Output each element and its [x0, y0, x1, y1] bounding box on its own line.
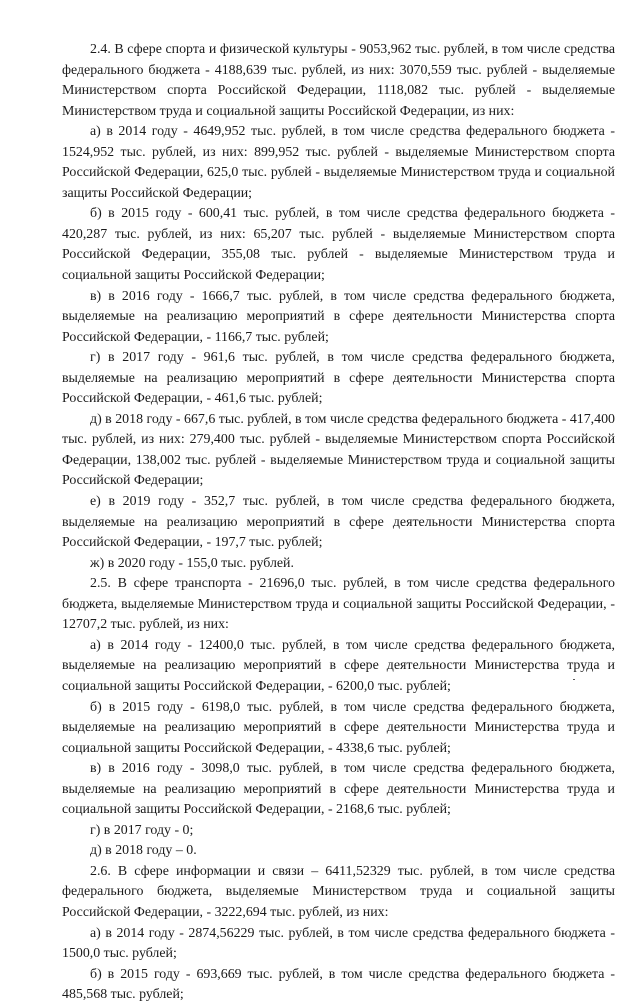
paragraph-2-4-b: б) в 2015 году - 600,41 тыс. рублей, в том числе средства федерального бюджета - 420,287 тыс. рублей, из них: 65,207 тыс. рублей - выделяемые Министерством спорта Российской Федерации, 355,08 тыс. рублей - выделяемые Министерством труда и социальной защиты Российской Федерации; [62, 206, 615, 284]
paragraph-2-6: 2.6. В сфере информации и связи – 6411,52329 тыс. рублей, в том числе средства федерального бюджета, выделяемые Министерством труда и социальной защиты Российской Федерации, - 3222,694 тыс. рублей, из них: [62, 863, 615, 920]
paragraph-2-4-v: в) в 2016 году - 1666,7 тыс. рублей, в том числе средства федерального бюджета, выделяемые на реализацию мероприятий в сфере деятельности Министерства спорта Российской Федерации, - 1166,7 тыс. рублей; [62, 288, 615, 345]
scan-speck [573, 679, 575, 680]
paragraph-2-6-b: б) в 2015 году - 693,669 тыс. рублей, в том числе средства федерального бюджета - 485,568 тыс. рублей; [62, 966, 615, 1003]
paragraph-2-5-g: г) в 2017 году - 0; [90, 822, 194, 838]
paragraph-2-4-g: г) в 2017 году - 961,6 тыс. рублей, в том числе средства федерального бюджета, выделяемые на реализацию мероприятий в сфере деятельности Министерства спорта Российской Федерации, - 461,6 тыс. рублей; [62, 350, 615, 407]
paragraph-2-6-a: а) в 2014 году - 2874,56229 тыс. рублей, в том числе средства федерального бюджета - 1500,0 тыс. рублей; [62, 925, 615, 962]
paragraph-2-4-d: д) в 2018 году - 667,6 тыс. рублей, в том числе средства федерального бюджета - 417,400 тыс. рублей, из них: 279,400 тыс. рублей - выделяемые Министерством спорта Российской Федерации, 138,002 тыс. рублей - выделяемые Министерством труда и социальной защиты Российской Федерации; [62, 411, 615, 489]
paragraph-2-4-zh: ж) в 2020 году - 155,0 тыс. рублей. [90, 555, 294, 571]
paragraph-2-5-b: б) в 2015 году - 6198,0 тыс. рублей, в том числе средства федерального бюджета, выделяемые на реализацию мероприятий в сфере деятельности Министерства труда и социальной защиты Российской Федерации, - 4338,6 тыс. рублей; [62, 699, 615, 756]
paragraph-2-4-a: а) в 2014 году - 4649,952 тыс. рублей, в том числе средства федерального бюджета - 1524,952 тыс. рублей, из них: 899,952 тыс. рублей - выделяемые Министерством спорта Российской Федерации, 625,0 тыс. рублей - выделяемые Министерством труда и социальной защиты Российской Федерации; [62, 124, 615, 201]
paragraph-2-5: 2.5. В сфере транспорта - 21696,0 тыс. рублей, в том числе средства федерального бюджета, выделяемые Министерством труда и социальной защиты Российской Федерации, - 12707,2 тыс. рублей, из них: [62, 576, 615, 633]
paragraph-2-5-d: д) в 2018 году – 0. [90, 843, 197, 859]
paragraph-2-5-v: в) в 2016 году - 3098,0 тыс. рублей, в том числе средства федерального бюджета, выделяемые на реализацию мероприятий в сфере деятельности Министерства труда и социальной защиты Российской Федерации, - 2168,6 тыс. рублей; [62, 761, 615, 818]
paragraph-2-4-e: е) в 2019 году - 352,7 тыс. рублей, в том числе средства федерального бюджета, выделяемые на реализацию мероприятий в сфере деятельности Министерства спорта Российской Федерации, - 197,7 тыс. рублей; [62, 494, 615, 551]
paragraph-2-4: 2.4. В сфере спорта и физической культуры - 9053,962 тыс. рублей, в том числе средства федерального бюджета - 4188,639 тыс. рублей, из них: 3070,559 тыс. рублей - выделяемые Министерством спорта Российской Федерации, 1118,082 тыс. рублей - выделяемые Министерством труда и социальной защиты Российской Федерации, из них: [62, 42, 615, 119]
paragraph-2-5-a: а) в 2014 году - 12400,0 тыс. рублей, в том числе средства федерального бюджета, выделяемые на реализацию мероприятий в сфере деятельности Министерства труда и социальной защиты Российской Федерации, - 6200,0 тыс. рублей; [62, 637, 615, 694]
document-body [62, 40, 615, 1006]
